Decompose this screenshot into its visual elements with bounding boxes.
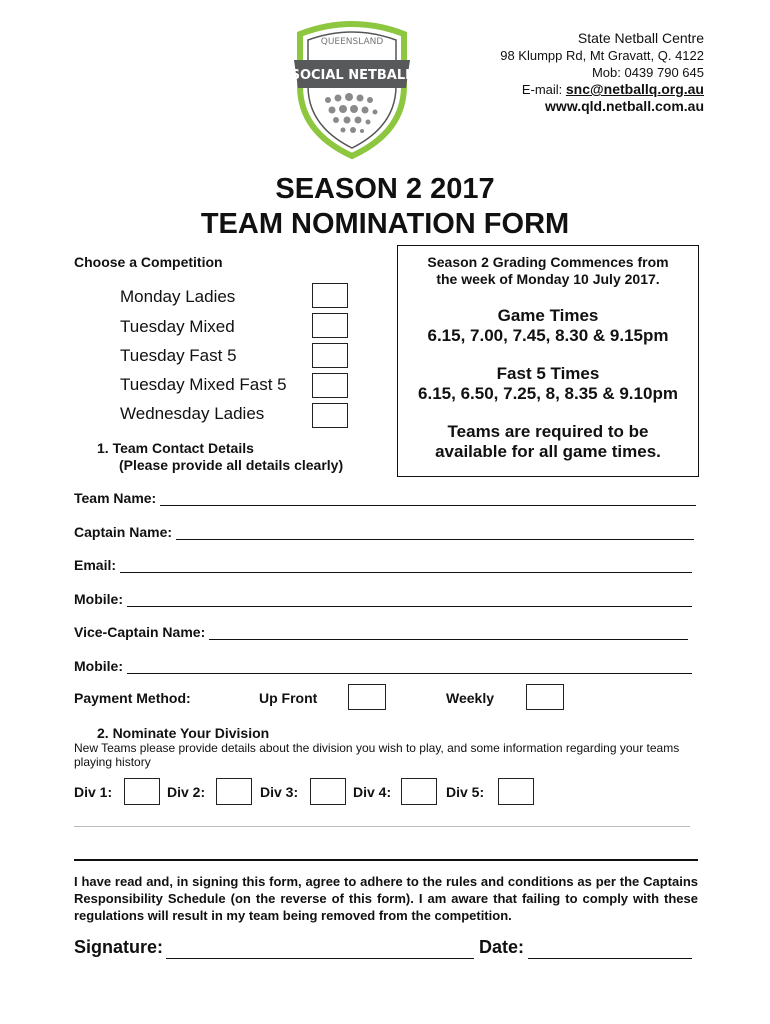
centre-name: State Netball Centre [577,30,704,46]
captain-name-line[interactable] [176,525,694,540]
logo-arc-text: QUEENSLAND [320,37,384,47]
mobile-label: Mobile: [74,591,123,607]
website-link[interactable]: www.qld.netball.com.au [545,98,704,114]
queensland-social-netball-logo [288,20,416,160]
signature-label: Signature: [74,937,164,957]
mobile-line[interactable] [127,592,692,607]
competition-label-monday-ladies: Monday Ladies [120,287,236,306]
weekly-label: Weekly [446,690,494,706]
competition-checkbox-wednesday-ladies[interactable] [312,403,348,428]
vice-captain-mobile-line[interactable] [127,659,692,674]
availability-line-1: Teams are required to be [447,422,649,441]
weekly-checkbox[interactable] [526,684,564,710]
vice-captain-mobile-label: Mobile: [74,658,123,674]
availability-line-2: available for all game times. [435,442,661,461]
up-front-checkbox[interactable] [348,684,386,710]
vice-captain-name-line[interactable] [209,625,688,640]
competition-checkbox-monday-ladies[interactable] [312,283,348,308]
div-1-checkbox[interactable] [124,778,160,805]
competition-label-tuesday-mixed-fast5: Tuesday Mixed Fast 5 [120,375,287,394]
up-front-label: Up Front [259,690,318,706]
captain-name-label: Captain Name: [74,524,173,540]
div-3-checkbox[interactable] [310,778,346,805]
game-times: 6.15, 7.00, 7.45, 8.30 & 9.15pm [427,326,669,345]
fast5-times: 6.15, 6.50, 7.25, 8, 8.35 & 9.10pm [418,384,678,403]
captain-name-field[interactable] [74,524,694,540]
game-times-title: Game Times [497,306,599,325]
centre-address: 98 Klumpp Rd, Mt Gravatt, Q. 4122 [500,48,704,63]
season-info-box [397,245,699,477]
div-5-label: Div 5: [446,784,485,800]
team-name-line[interactable] [160,491,696,506]
team-name-field[interactable] [74,490,696,506]
division-notes-line[interactable] [74,826,690,827]
section-1-subtitle: (Please provide all details clearly) [119,457,344,473]
email-field-label: Email: [74,557,117,573]
email-label: E-mail: [521,82,566,97]
section-2-description: New Teams please provide details about the division you wish to play, and some information regarding your teams playing history [74,741,680,769]
date-line[interactable] [528,940,692,959]
vice-captain-name-label: Vice-Captain Name: [74,624,206,640]
div-3-label: Div 3: [260,784,299,800]
competition-label-tuesday-mixed: Tuesday Mixed [120,317,235,336]
mobile-field[interactable] [74,591,692,607]
section-1-title: 1. Team Contact Details [97,440,254,456]
div-5-checkbox[interactable] [498,778,534,805]
grading-line-1: Season 2 Grading Commences from [427,254,669,270]
logo-banner-text: SOCIAL NETBALL [290,68,414,83]
contact-details [500,30,704,115]
competition-checkbox-tuesday-mixed[interactable] [312,313,348,338]
competition-label-wednesday-ladies: Wednesday Ladies [120,404,265,423]
fast5-times-title: Fast 5 Times [496,364,600,383]
competition-checkbox-tuesday-mixed-fast5[interactable] [312,373,348,398]
div-2-label: Div 2: [167,784,206,800]
form-title-nomination: TEAM NOMINATION FORM [200,208,570,240]
div-4-label: Div 4: [353,784,392,800]
grading-line-2: the week of Monday 10 July 2017. [436,271,660,287]
section-divider [74,859,698,861]
vice-captain-name-field[interactable] [74,624,688,640]
email-line[interactable] [120,558,692,573]
competition-heading: Choose a Competition [74,254,223,270]
competition-label-tuesday-fast5: Tuesday Fast 5 [120,346,237,365]
agreement-text: I have read and, in signing this form, agree to adhere to the rules and conditions as per the Captains Responsibility Schedule (on the reverse of this form). I am aware that failing to comply with these regulations will result in my team being removed from the competition. [74,874,698,923]
form-title-season: SEASON 2 2017 [275,173,495,205]
payment-method-label: Payment Method: [74,690,191,706]
email-link[interactable]: snc@netballq.org.au [565,81,704,97]
div-2-checkbox[interactable] [216,778,252,805]
email-field[interactable] [74,557,692,573]
date-label: Date: [479,937,525,957]
vice-captain-mobile-field[interactable] [74,658,692,674]
centre-mobile: Mob: 0439 790 645 [591,65,704,80]
competition-checkbox-tuesday-fast5[interactable] [312,343,348,368]
div-1-label: Div 1: [74,784,113,800]
team-name-label: Team Name: [74,490,157,506]
section-2-title: 2. Nominate Your Division [97,725,270,741]
signature-line[interactable] [166,940,474,959]
div-4-checkbox[interactable] [401,778,437,805]
